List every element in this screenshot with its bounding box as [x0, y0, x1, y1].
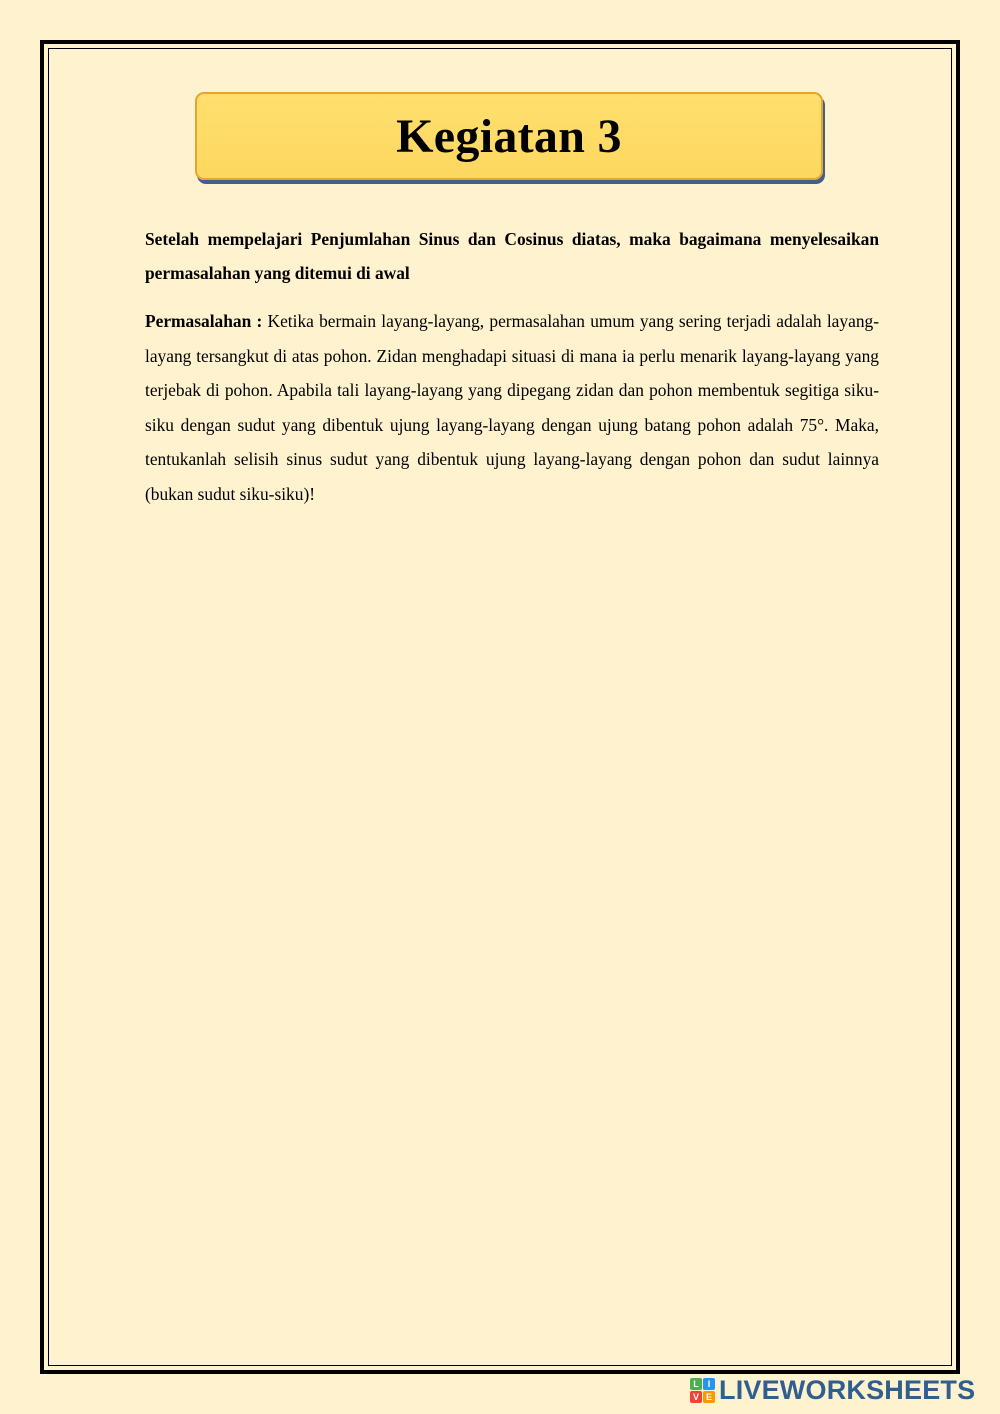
intro-paragraph: Setelah mempelajari Penjumlahan Sinus dan Cosinus diatas, maka bagaimana menyelesaikan permasalahan yang ditemui di awal — [145, 229, 879, 283]
problem-text: Ketika bermain layang-layang, permasalahan umum yang sering terjadi adalah layang-layang tersangkut di atas pohon. Zidan menghadapi situasi di mana ia perlu menarik layang-layang yang terjebak di pohon. Apabila tali layang-layang yang dipegang zidan dan pohon membentuk segitiga siku-siku dengan sudut yang dibentuk ujung layang-layang dengan ujung batang pohon adalah 75°. Maka, tentukanlah selisih sinus sudut yang dibentuk ujung layang-layang dengan pohon dan sudut lainnya (bukan sudut siku-siku)! — [145, 311, 879, 504]
logo-letter-e: E — [703, 1391, 715, 1403]
brand-name: LIVEWORKSHEETS — [719, 1374, 976, 1405]
title-banner — [195, 92, 823, 180]
logo-grid-icon — [690, 1378, 715, 1403]
logo-letter-i: I — [703, 1378, 715, 1390]
page-title: Kegiatan 3 — [396, 109, 622, 163]
liveworksheets-logo — [690, 1374, 976, 1405]
problem-paragraph — [145, 304, 879, 512]
problem-label: Permasalahan : — [145, 311, 263, 331]
logo-letter-v: V — [690, 1391, 702, 1403]
logo-letter-l: L — [690, 1378, 702, 1390]
